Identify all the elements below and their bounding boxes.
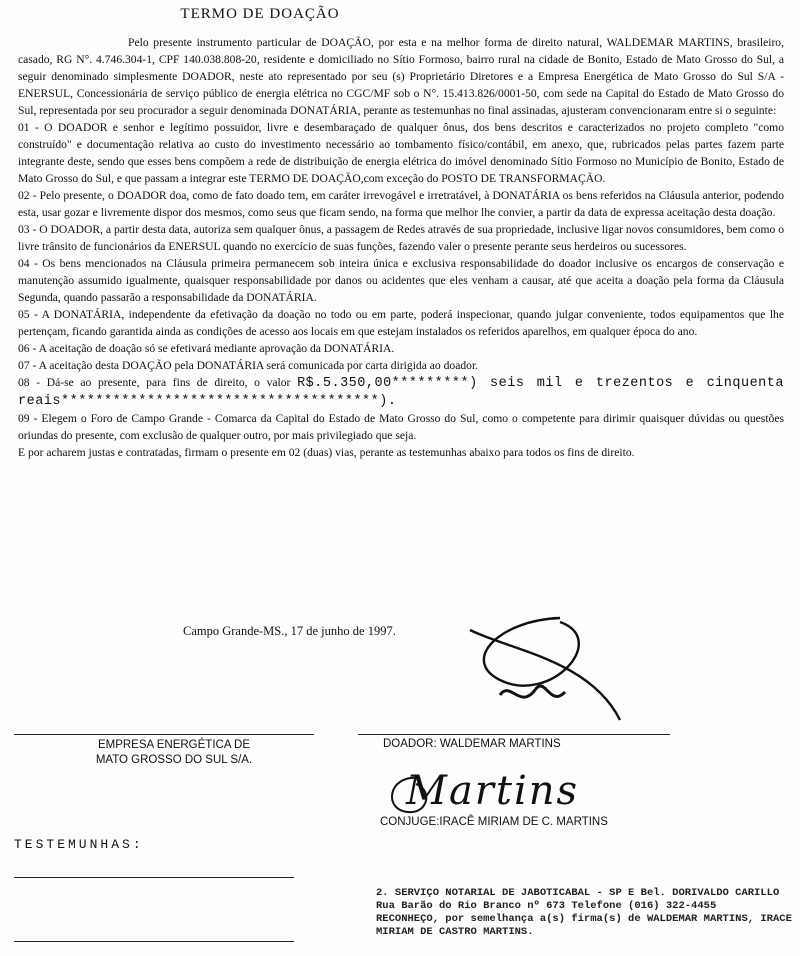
closing-paragraph: E por acharem justas e contratadas, firmam o presente em 02 (duas) vias, perante as testemunhas abaixo para todos os fins de direito. bbox=[18, 446, 635, 459]
clause-04: 04 - Os bens mencionados na Cláusula primeira permanecem sob inteira única e exclusiva responsabilidade do doador inclusive os encargos de conservação e manutenção assumido igualmente, quaisquer responsabilidade por danos ou acidentes que eles venham a causar, até que aceita a doação pela forma da Cláusula Segunda, quando passarão a responsabilidade da DONATÁRIA. bbox=[18, 257, 784, 304]
clause-01: 01 - O DOADOR e senhor e legítimo possuidor, livre e desembaraçado de qualquer ônus, dos bens descritos e caracterizados no projeto completo "como construído" e documentação relativa ao custo do investimento necessário ao tombamento físico/contábil, em anexo, que, rubricados pelas partes fazem parte integrante deste, sendo que esses bens compõem a rede de distribuição de energia elétrica do imóvel denominado Sítio Formoso no Município de Bonito, Estado de Mato Grosso do Sul, e que passam a integrar este TERMO DE DOAÇÃO,com exceção do POSTO DE TRANSFORMAÇÃO. bbox=[18, 121, 784, 185]
company-signature-line bbox=[14, 734, 314, 735]
notary-stamp-line1: 2. SERVIÇO NOTARIAL DE JABOTICABAL - SP E Bel. DORIVALDO CARILLO bbox=[376, 887, 780, 899]
witnesses-label: TESTEMUNHAS: bbox=[14, 837, 144, 852]
clause-08-typed-value: R$.5.350,00*********) seis mil e trezentos e cinquenta reais*************************************). bbox=[18, 376, 784, 409]
clause-05: 05 - A DONATÁRIA, independente da efetivação da doação no todo ou em parte, poderá inspecionar, quando julgar conveniente, todos equipamentos que lhe pertençam, ficando garantida ainda as condições de acesso aos locais em que estejam instalados os referidos aparelhos, em qualquer época do ano. bbox=[18, 308, 784, 338]
clause-08 bbox=[18, 374, 784, 410]
clause-09: 09 - Elegem o Foro de Campo Grande - Comarca da Capital do Estado de Mato Grosso do Sul, como o competente para dirimir quaisquer dúvidas ou questões oriundas do presente, com exclusão de qualquer outro, por mais privilegiado que seja. bbox=[18, 412, 784, 442]
spouse-signature: Martins bbox=[406, 768, 580, 814]
notary-stamp-line2: Rua Barão do Rio Branco nº 673 Telefone (016) 322-4455 bbox=[376, 900, 717, 912]
spouse-label: CONJUGE:IRACÊ MIRIAM DE C. MARTINS bbox=[380, 816, 608, 828]
document-title: TERMO DE DOAÇÃO bbox=[180, 6, 340, 22]
clause-06: 06 - A aceitação de doação só se efetivará mediante aprovação da DONATÁRIA. bbox=[18, 342, 395, 355]
clause-02: 02 - Pelo presente, o DOADOR doa, como de fato doado tem, em caráter irrevogável e irretratável, à DONATÁRIA os bens referidos na Cláusula anterior, podendo esta, usar gozar e livremente dispor dos mesmos, como seus que ficam sendo, na forma que melhor lhe convier, a partir da data de expressa aceitação desta doação. bbox=[18, 189, 784, 219]
company-name-line2: MATO GROSSO DO SUL S/A. bbox=[95, 754, 253, 766]
donor-signature-line bbox=[358, 734, 670, 735]
company-signature-block bbox=[74, 738, 274, 768]
notary-stamp-line3: RECONHEÇO, por semelhança a(s) firma(s) de WALDEMAR MARTINS, IRACE bbox=[376, 913, 792, 925]
clause-08-text: 08 - Dá-se ao presente, para fins de direito, o valor bbox=[18, 376, 291, 389]
donor-signature bbox=[440, 600, 700, 740]
spouse-signature-flourish bbox=[378, 770, 438, 820]
witness-line-2 bbox=[14, 941, 294, 942]
notary-stamp bbox=[376, 887, 792, 939]
dateline: Campo Grande-MS., 17 de junho de 1997. bbox=[183, 624, 396, 638]
clause-07: 07 - A aceitação desta DOAÇÃO pela DONATÁRIA será comunicada por carta dirigida ao doador. bbox=[18, 359, 479, 372]
company-name-line1: EMPRESA ENERGÉTICA DE bbox=[97, 739, 251, 751]
document-body bbox=[18, 34, 784, 461]
witness-line-1 bbox=[14, 877, 294, 878]
intro-paragraph: Pelo presente instrumento particular de DOAÇÃO, por esta e na melhor forma de direito natural, WALDEMAR MARTINS, brasileiro, casado, RG N°. 4.746.304-1, CPF 140.038.808-20, residente e domiciliado no Sítio Formoso, bairro rural na cidade de Bonito, Estado de Mato Grosso do Sul, a seguir denominado simplesmente DOADOR, neste ato representado por seu (s) Proprietário Diretores e a Empresa Energética de Mato Grosso do Sul S/A - ENERSUL, Concessionária de serviço público de energia elétrica no CGC/MF sob o N°. 15.413.826/0001-50, com sede na Capital do Estado de Mato Grosso do Sul, representada por seu procurador a seguir denominada DONATÁRIA, perante as testemunhas no final assinadas, ajusteram convencionaram entre si o seguinte: bbox=[18, 36, 784, 117]
donor-label: DOADOR: WALDEMAR MARTINS bbox=[383, 738, 561, 750]
clause-03: 03 - O DOADOR, a partir desta data, autoriza sem qualquer ônus, a passagem de Redes através de sua propriedade, inclusive ligar novos consumidores, bem como o livre trânsito de funcionários da ENERSUL quando no exercício de suas funções, fazendo valer o presente perante seus herdeiros ou sucessores. bbox=[18, 223, 784, 253]
notary-stamp-line4: MIRIAM DE CASTRO MARTINS. bbox=[376, 926, 534, 938]
